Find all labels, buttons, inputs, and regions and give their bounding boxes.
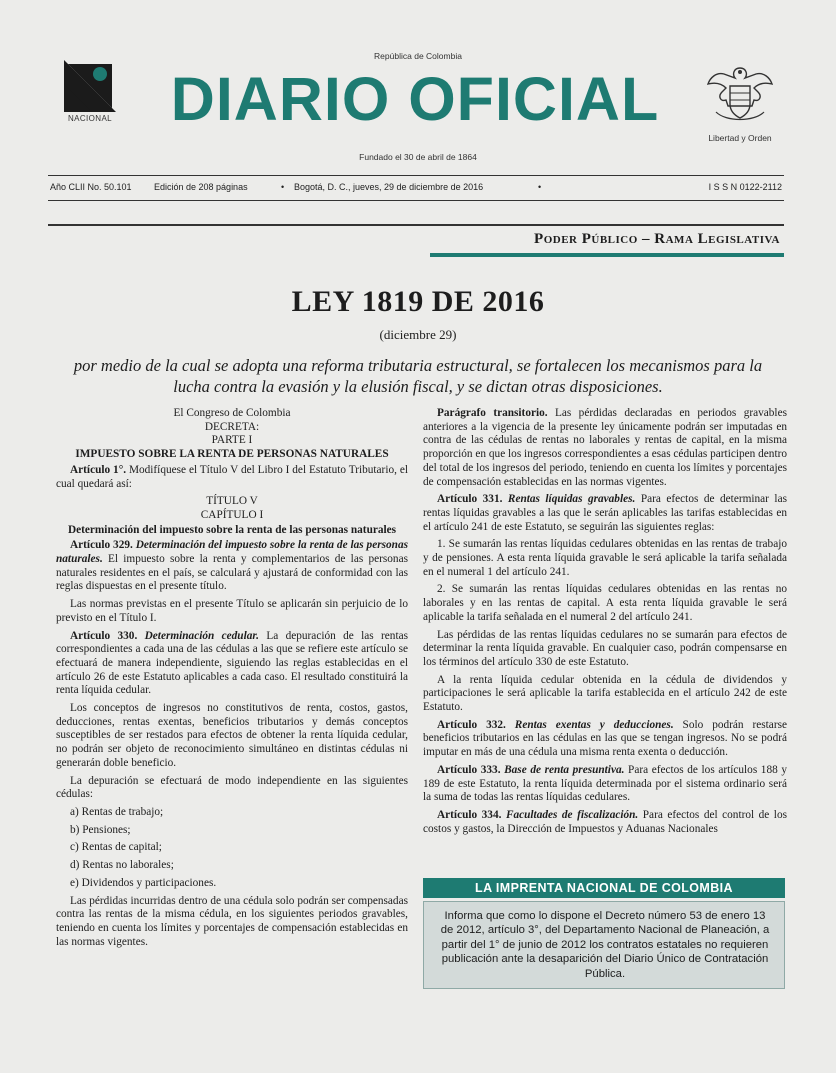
left-column [56,407,408,953]
article-330-title: Determinación cedular. [137,629,259,642]
decreta: DECRETA: [204,420,260,433]
coat-of-arms [700,62,780,143]
article-329-title: Determinación del impuesto sobre la renta de las personas naturales. [56,539,408,566]
list-item: d) Rentas no laborales; [70,859,174,872]
article-331 [423,493,787,534]
titulo: TÍTULO V [206,495,258,508]
capitulo: CAPÍTULO I [200,508,264,521]
list-item: b) Pensiones; [70,823,131,836]
law-date: (diciembre 29) [379,327,457,342]
issn: I S S N 0122-2112 [708,182,782,192]
info-rule-top [48,175,784,176]
article-332-text: Solo podrán restarse beneficios tributarios en las cédulas en las que se tengan ingresos. No se podrá imputar en más de una cédula una misma renta exenta o deducción. [423,718,787,759]
article-332-label: Artículo 332. [437,718,506,731]
paragraph-conceptos: Los conceptos de ingresos no constitutivos de renta, costos, gastos, deducciones, rentas exentas, beneficios tributarios y demás conceptos susceptibles de ser restados para efectos de obtener la renta líquida cedular, no podrán ser objeto de reconocimiento simultáneo en distintas cédulas ni generarán doble beneficio. [56,702,408,769]
article-332 [423,719,787,760]
article-334-title: Facultades de fiscalización. [501,808,639,821]
article-330 [56,630,408,699]
fundado-label: Fundado el 30 de abril de 1864 [359,152,477,162]
article-333-label: Artículo 333. [437,763,501,776]
law-epigraph [52,355,784,397]
imprenta-logo-caption: NACIONAL [67,114,113,123]
article-332-title: Rentas exentas y deducciones. [505,718,674,731]
article-1-text: Modifíquese el Título V del Libro I del Estatuto Tributario, el cual quedará así: [56,463,408,490]
article-329-label: Artículo 329. [70,539,133,552]
list-item: a) Rentas de trabajo; [70,805,164,818]
article-334 [423,809,787,836]
issue-number: Año CLII No. 50.101 [50,182,132,192]
imprenta-notice-text: Informa que como lo dispone el Decreto número 53 de enero 13 de 2012, artículo 3°, del Departamento Nacional de Planeación, a partir del 1° de junio de 2012 los contratos estatales no requieren publicación ante la desaparición del Diario Único de Contratación Pública. [440,910,770,980]
section-heading: Poder Público – Rama Legislativa [534,231,780,247]
right-column [423,407,787,840]
list-item: e) Dividendos y participaciones. [70,876,217,889]
parte-title: IMPUESTO SOBRE LA RENTA DE PERSONAS NATURALES [75,448,389,461]
article-331-title: Rentas líquidas gravables. [502,493,636,506]
article-1 [56,464,408,491]
article-1-label: Artículo 1°. [70,463,127,476]
bullet-left: • [281,182,285,192]
paragraph-perdidas-cedulares: Las pérdidas de las rentas líquidas cedulares no se sumarán para efectos de determinar la renta líquida gravable. En cualquier caso, podrán compensarse en los términos del artículo 330 de este Estatuto. [423,628,787,668]
article-329 [56,539,408,594]
article-334-label: Artículo 334. [437,808,502,821]
paragraph-depuracion: La depuración se efectuará de modo independiente en las siguientes cédulas: [56,774,408,801]
paragraph-perdidas: Las pérdidas incurridas dentro de una cédula solo podrán ser compensadas contra las rentas de la misma cédula, en los siguientes periodos gravables, teniendo en cuenta los límites y porcentajes de compensación establecidas en las normas vigentes. [56,894,408,948]
paragrafo-transitorio [423,407,787,489]
article-331-text: Para efectos de determinar las rentas líquidas gravables a las que le serán aplicables las tarifas establecidas en el artículo 241 de este Estatuto, se seguirán las siguientes reglas: [423,493,787,533]
edition-pages: Edición de 208 páginas [154,182,248,192]
imprenta-notice-box [423,901,785,989]
imprenta-logo-icon [64,60,116,112]
section-accent-bar [430,253,784,257]
congreso: El Congreso de Colombia [173,407,291,419]
newspaper-title: DIARIO OFICIAL [170,65,660,133]
condor-crest-icon [704,62,776,130]
info-rule-bottom [48,200,784,201]
paragrafo-label: Parágrafo transitorio. [437,407,548,419]
imprenta-notice-heading: LA IMPRENTA NACIONAL DE COLOMBIA [423,878,785,898]
paragrafo-text: Las pérdidas declaradas en periodos gravables anteriores a la vigencia de la presente ley únicamente podrán ser imputadas en contra de las cédulas de rentas no laborales y rentas de capital, en la misma proporción en que los ingresos correspondientes a esas cédulas participen dentro del total de los ingresos del periodo, teniendo en cuenta los límites y porcentajes de compensación establecidas en las normas vigentes. [423,407,787,488]
article-329-text: El impuesto sobre la renta y complementarios de las personas naturales residentes en el país, se calculará y ajustará de conformidad con las reglas dispuestas en el presente título. [56,553,408,593]
date-place: Bogotá, D. C., jueves, 29 de diciembre de 2016 [294,182,484,192]
section-rule [48,224,784,226]
article-330-text: La depuración de las rentas correspondientes a cada una de las cédulas a las que se refiere este artículo se efectuará de manera independiente, siguiendo las reglas establecidas en el artículo 26 de este Estatuto aplicables a cada caso. El resultado constituirá la renta líquida cedular. [56,629,408,697]
article-333-title: Base de renta presuntiva. [500,763,625,776]
list-item: c) Rentas de capital; [70,841,162,854]
bullet-right: • [538,182,542,192]
crest-caption: Libertad y Orden [708,133,772,143]
article-333 [423,764,787,805]
paragraph-dividendos: A la renta líquida cedular obtenida en la cédula de dividendos y participaciones le será aplicable la tarifa establecida en el artículo 242 de este Estatuto. [423,673,787,714]
rule-2: 2. Se sumarán las rentas líquidas cedulares obtenidas en las rentas no laborales y en las rentas de capital. A esta renta líquida gravable le será aplicable la tarifa señalada en el numeral 2 del artículo 241. [423,583,787,623]
chapter-title: Determinación del impuesto sobre la renta de las personas naturales [67,523,397,536]
epigraph-line-1: por medio de la cual se adopta una reforma tributaria estructural, se fortalecen los mecanismos para la [73,356,763,375]
article-333-text: Para efectos de los artículos 188 y 189 de este Estatuto, la renta líquida determinada por el sistema ordinario será la suma de todas las rentas líquidas cedulares. [423,763,787,804]
rule-1: 1. Se sumarán las rentas líquidas cedulares obtenidas en las rentas de trabajo y de pensiones. A esta renta líquida gravable le será aplicable la tarifa señalada en el numeral 1 del artículo 241. [423,538,787,578]
imprenta-nacional-logo [60,60,120,123]
article-334-text: Para efectos del control de los costos y gastos, la Dirección de Impuestos y Aduanas Nacionales [423,808,787,835]
article-330-label: Artículo 330. [70,629,138,642]
law-title: LEY 1819 DE 2016 [291,285,545,318]
paragraph-normas: Las normas previstas en el presente Título se aplicarán sin perjuicio de lo previsto en el Título I. [56,598,408,624]
article-331-label: Artículo 331. [437,493,503,506]
parte: PARTE I [211,434,253,447]
info-row [48,182,784,196]
epigraph-line-2: lucha contra la evasión y la elusión fiscal, y se dictan otras disposiciones. [173,377,663,396]
republica-label: República de Colombia [374,51,462,61]
